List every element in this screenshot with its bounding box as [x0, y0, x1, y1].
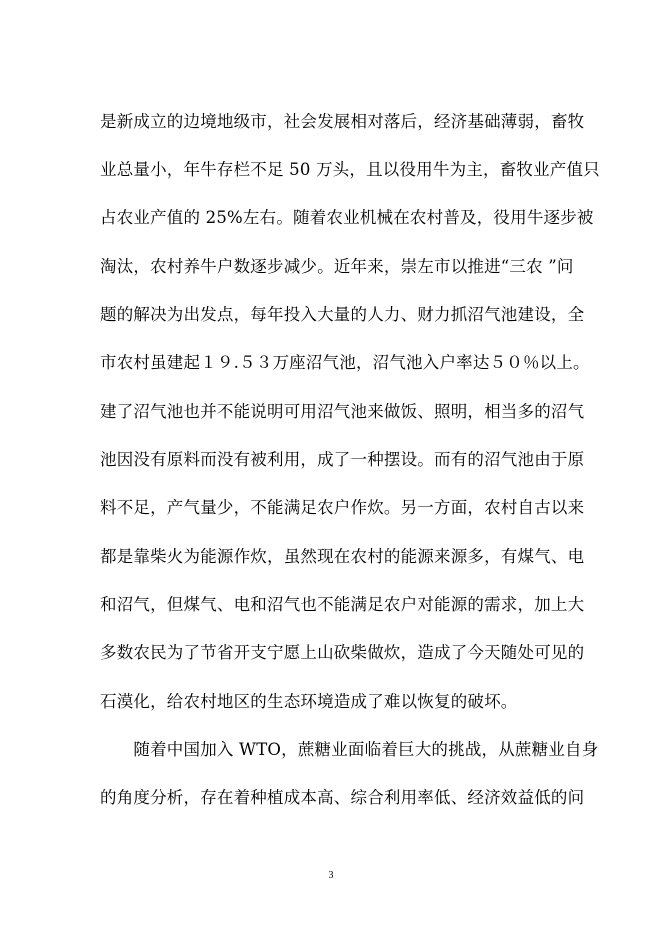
text-line: 的角度分析，存在着种植成本高、综合利用率低、经济效益低的问 [100, 788, 585, 807]
text-line: 都是靠柴火为能源作炊，虽然现在农村的能源来源多，有煤气、电 [100, 547, 585, 566]
text-line: 题的解决为出发点，每年投入大量的人力、财力抓沼气池建设，全 [100, 305, 585, 324]
text-line: 建了沼气池也并不能说明可用沼气池来做饭、照明，相当多的沼气 [100, 402, 585, 421]
text-line: 占农业产值的 25%左右。随着农业机械在农村普及，役用牛逐步被 [100, 208, 594, 227]
text-line: 多数农民为了节省开支宁愿上山砍柴做炊，造成了今天随处可见的 [100, 643, 585, 662]
text-line: 是新成立的边境地级市，社会发展相对落后，经济基础薄弱，畜牧 [100, 112, 585, 131]
text-line: 市农村虽建起１９.５３万座沼气池，沼气池入户率达５０％以上。 [100, 353, 590, 372]
text-line: 随着中国加入 WTO，蔗糖业面临着巨大的挑战，从蔗糖业自身 [100, 740, 599, 759]
text-line: 淘汰，农村养牛户数逐步减少。近年来，崇左市以推进“三农 ”问 [100, 257, 574, 276]
text-line: 业总量小，年牛存栏不足 50 万头，且以役用牛为主，畜牧业产值只 [100, 160, 600, 179]
text-line: 和沼气，但煤气、电和沼气也不能满足农户对能源的需求，加上大 [100, 595, 585, 614]
text-line: 池因没有原料而没有被利用，成了一种摆设。而有的沼气池由于原 [100, 450, 585, 469]
text-line: 料不足，产气量少，不能满足农户作炊。另一方面，农村自古以来 [100, 498, 585, 517]
text-line: 石漠化，给农村地区的生态环境造成了难以恢复的破坏。 [100, 692, 518, 711]
page-number: 3 [328, 870, 334, 881]
